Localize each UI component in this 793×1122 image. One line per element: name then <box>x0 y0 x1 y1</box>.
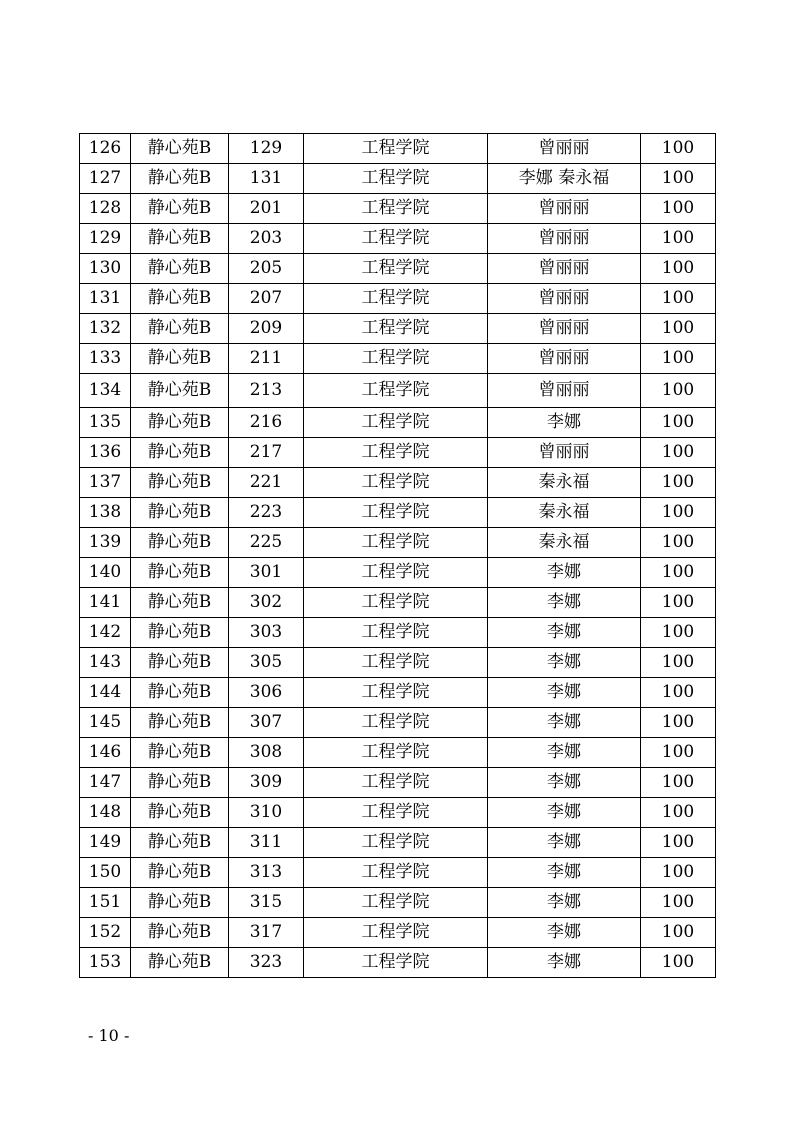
score-cell: 100 <box>641 224 716 254</box>
row-number-cell: 141 <box>80 588 131 618</box>
row-number-cell: 140 <box>80 558 131 588</box>
room-number-cell: 221 <box>229 468 304 498</box>
room-number-cell: 307 <box>229 708 304 738</box>
counselor-cell: 李娜 <box>488 828 641 858</box>
table-body <box>80 134 716 978</box>
table-row <box>80 374 716 408</box>
counselor-cell: 李娜 <box>488 678 641 708</box>
row-number-cell: 147 <box>80 768 131 798</box>
building-cell: 静心苑B <box>131 618 229 648</box>
room-number-cell: 309 <box>229 768 304 798</box>
college-cell: 工程学院 <box>304 558 488 588</box>
counselor-cell: 曾丽丽 <box>488 438 641 468</box>
building-cell: 静心苑B <box>131 374 229 408</box>
counselor-cell: 李娜 <box>488 618 641 648</box>
counselor-cell: 曾丽丽 <box>488 194 641 224</box>
building-cell: 静心苑B <box>131 738 229 768</box>
score-cell: 100 <box>641 768 716 798</box>
score-cell: 100 <box>641 558 716 588</box>
score-cell: 100 <box>641 858 716 888</box>
room-number-cell: 201 <box>229 194 304 224</box>
row-number-cell: 129 <box>80 224 131 254</box>
row-number-cell: 133 <box>80 344 131 374</box>
room-number-cell: 317 <box>229 918 304 948</box>
building-cell: 静心苑B <box>131 798 229 828</box>
score-cell: 100 <box>641 588 716 618</box>
score-cell: 100 <box>641 468 716 498</box>
room-number-cell: 205 <box>229 254 304 284</box>
room-number-cell: 311 <box>229 828 304 858</box>
row-number-cell: 146 <box>80 738 131 768</box>
row-number-cell: 132 <box>80 314 131 344</box>
building-cell: 静心苑B <box>131 314 229 344</box>
room-number-cell: 306 <box>229 678 304 708</box>
building-cell: 静心苑B <box>131 948 229 978</box>
page-number: - 10 - <box>88 1026 130 1045</box>
room-number-cell: 223 <box>229 498 304 528</box>
table-row <box>80 768 716 798</box>
counselor-cell: 曾丽丽 <box>488 314 641 344</box>
table-row <box>80 498 716 528</box>
row-number-cell: 134 <box>80 374 131 408</box>
score-cell: 100 <box>641 528 716 558</box>
room-number-cell: 209 <box>229 314 304 344</box>
college-cell: 工程学院 <box>304 344 488 374</box>
score-cell: 100 <box>641 948 716 978</box>
building-cell: 静心苑B <box>131 438 229 468</box>
college-cell: 工程学院 <box>304 408 488 438</box>
room-number-cell: 207 <box>229 284 304 314</box>
college-cell: 工程学院 <box>304 224 488 254</box>
counselor-cell: 李娜 <box>488 708 641 738</box>
table-row <box>80 558 716 588</box>
room-number-cell: 211 <box>229 344 304 374</box>
college-cell: 工程学院 <box>304 648 488 678</box>
room-number-cell: 203 <box>229 224 304 254</box>
room-number-cell: 213 <box>229 374 304 408</box>
score-cell: 100 <box>641 164 716 194</box>
score-cell: 100 <box>641 678 716 708</box>
row-number-cell: 144 <box>80 678 131 708</box>
row-number-cell: 135 <box>80 408 131 438</box>
counselor-cell: 曾丽丽 <box>488 374 641 408</box>
row-number-cell: 152 <box>80 918 131 948</box>
table-row <box>80 738 716 768</box>
table-row <box>80 134 716 164</box>
building-cell: 静心苑B <box>131 408 229 438</box>
building-cell: 静心苑B <box>131 194 229 224</box>
row-number-cell: 139 <box>80 528 131 558</box>
room-number-cell: 217 <box>229 438 304 468</box>
table-row <box>80 948 716 978</box>
room-number-cell: 315 <box>229 888 304 918</box>
table-row <box>80 708 716 738</box>
room-number-cell: 302 <box>229 588 304 618</box>
table-row <box>80 528 716 558</box>
college-cell: 工程学院 <box>304 528 488 558</box>
counselor-cell: 李娜 秦永福 <box>488 164 641 194</box>
table-row <box>80 648 716 678</box>
row-number-cell: 136 <box>80 438 131 468</box>
building-cell: 静心苑B <box>131 344 229 374</box>
score-cell: 100 <box>641 194 716 224</box>
college-cell: 工程学院 <box>304 678 488 708</box>
counselor-cell: 李娜 <box>488 918 641 948</box>
college-cell: 工程学院 <box>304 374 488 408</box>
college-cell: 工程学院 <box>304 708 488 738</box>
building-cell: 静心苑B <box>131 224 229 254</box>
score-cell: 100 <box>641 648 716 678</box>
table-row <box>80 858 716 888</box>
score-cell: 100 <box>641 314 716 344</box>
college-cell: 工程学院 <box>304 588 488 618</box>
building-cell: 静心苑B <box>131 678 229 708</box>
counselor-cell: 曾丽丽 <box>488 344 641 374</box>
score-cell: 100 <box>641 918 716 948</box>
counselor-cell: 曾丽丽 <box>488 284 641 314</box>
row-number-cell: 150 <box>80 858 131 888</box>
college-cell: 工程学院 <box>304 738 488 768</box>
table-row <box>80 828 716 858</box>
row-number-cell: 126 <box>80 134 131 164</box>
building-cell: 静心苑B <box>131 648 229 678</box>
counselor-cell: 秦永福 <box>488 528 641 558</box>
score-cell: 100 <box>641 828 716 858</box>
score-cell: 100 <box>641 344 716 374</box>
college-cell: 工程学院 <box>304 918 488 948</box>
room-number-cell: 225 <box>229 528 304 558</box>
college-cell: 工程学院 <box>304 618 488 648</box>
counselor-cell: 李娜 <box>488 648 641 678</box>
score-cell: 100 <box>641 708 716 738</box>
room-number-cell: 310 <box>229 798 304 828</box>
counselor-cell: 李娜 <box>488 558 641 588</box>
room-number-cell: 131 <box>229 164 304 194</box>
room-number-cell: 216 <box>229 408 304 438</box>
row-number-cell: 138 <box>80 498 131 528</box>
building-cell: 静心苑B <box>131 498 229 528</box>
college-cell: 工程学院 <box>304 314 488 344</box>
counselor-cell: 曾丽丽 <box>488 254 641 284</box>
counselor-cell: 秦永福 <box>488 498 641 528</box>
row-number-cell: 142 <box>80 618 131 648</box>
counselor-cell: 李娜 <box>488 948 641 978</box>
room-number-cell: 313 <box>229 858 304 888</box>
row-number-cell: 143 <box>80 648 131 678</box>
counselor-cell: 李娜 <box>488 798 641 828</box>
table-row <box>80 798 716 828</box>
row-number-cell: 149 <box>80 828 131 858</box>
counselor-cell: 李娜 <box>488 858 641 888</box>
building-cell: 静心苑B <box>131 134 229 164</box>
building-cell: 静心苑B <box>131 588 229 618</box>
table-row <box>80 408 716 438</box>
score-cell: 100 <box>641 618 716 648</box>
table-row <box>80 344 716 374</box>
counselor-cell: 李娜 <box>488 768 641 798</box>
table-row <box>80 224 716 254</box>
counselor-cell: 李娜 <box>488 408 641 438</box>
table-row <box>80 918 716 948</box>
building-cell: 静心苑B <box>131 284 229 314</box>
row-number-cell: 148 <box>80 798 131 828</box>
college-cell: 工程学院 <box>304 164 488 194</box>
room-number-cell: 323 <box>229 948 304 978</box>
row-number-cell: 153 <box>80 948 131 978</box>
college-cell: 工程学院 <box>304 798 488 828</box>
table-row <box>80 888 716 918</box>
counselor-cell: 李娜 <box>488 738 641 768</box>
table-row <box>80 468 716 498</box>
score-cell: 100 <box>641 374 716 408</box>
building-cell: 静心苑B <box>131 254 229 284</box>
room-number-cell: 305 <box>229 648 304 678</box>
building-cell: 静心苑B <box>131 888 229 918</box>
row-number-cell: 128 <box>80 194 131 224</box>
row-number-cell: 130 <box>80 254 131 284</box>
score-cell: 100 <box>641 888 716 918</box>
building-cell: 静心苑B <box>131 768 229 798</box>
college-cell: 工程学院 <box>304 498 488 528</box>
building-cell: 静心苑B <box>131 558 229 588</box>
college-cell: 工程学院 <box>304 768 488 798</box>
table-row <box>80 438 716 468</box>
row-number-cell: 127 <box>80 164 131 194</box>
college-cell: 工程学院 <box>304 948 488 978</box>
college-cell: 工程学院 <box>304 134 488 164</box>
score-cell: 100 <box>641 438 716 468</box>
row-number-cell: 131 <box>80 284 131 314</box>
counselor-cell: 李娜 <box>488 588 641 618</box>
college-cell: 工程学院 <box>304 468 488 498</box>
table-row <box>80 588 716 618</box>
building-cell: 静心苑B <box>131 918 229 948</box>
room-number-cell: 308 <box>229 738 304 768</box>
table-row <box>80 164 716 194</box>
building-cell: 静心苑B <box>131 528 229 558</box>
counselor-cell: 曾丽丽 <box>488 224 641 254</box>
score-cell: 100 <box>641 738 716 768</box>
score-cell: 100 <box>641 254 716 284</box>
counselor-cell: 李娜 <box>488 888 641 918</box>
room-number-cell: 301 <box>229 558 304 588</box>
table-row <box>80 194 716 224</box>
score-cell: 100 <box>641 408 716 438</box>
building-cell: 静心苑B <box>131 858 229 888</box>
college-cell: 工程学院 <box>304 828 488 858</box>
college-cell: 工程学院 <box>304 284 488 314</box>
row-number-cell: 145 <box>80 708 131 738</box>
college-cell: 工程学院 <box>304 438 488 468</box>
college-cell: 工程学院 <box>304 888 488 918</box>
college-cell: 工程学院 <box>304 858 488 888</box>
table-row <box>80 284 716 314</box>
building-cell: 静心苑B <box>131 708 229 738</box>
dormitory-score-table <box>79 133 716 978</box>
score-cell: 100 <box>641 134 716 164</box>
building-cell: 静心苑B <box>131 828 229 858</box>
counselor-cell: 秦永福 <box>488 468 641 498</box>
row-number-cell: 137 <box>80 468 131 498</box>
table-row <box>80 254 716 284</box>
score-cell: 100 <box>641 498 716 528</box>
college-cell: 工程学院 <box>304 194 488 224</box>
row-number-cell: 151 <box>80 888 131 918</box>
score-cell: 100 <box>641 798 716 828</box>
table-row <box>80 618 716 648</box>
building-cell: 静心苑B <box>131 468 229 498</box>
building-cell: 静心苑B <box>131 164 229 194</box>
counselor-cell: 曾丽丽 <box>488 134 641 164</box>
table-row <box>80 314 716 344</box>
table-row <box>80 678 716 708</box>
college-cell: 工程学院 <box>304 254 488 284</box>
score-cell: 100 <box>641 284 716 314</box>
room-number-cell: 129 <box>229 134 304 164</box>
room-number-cell: 303 <box>229 618 304 648</box>
